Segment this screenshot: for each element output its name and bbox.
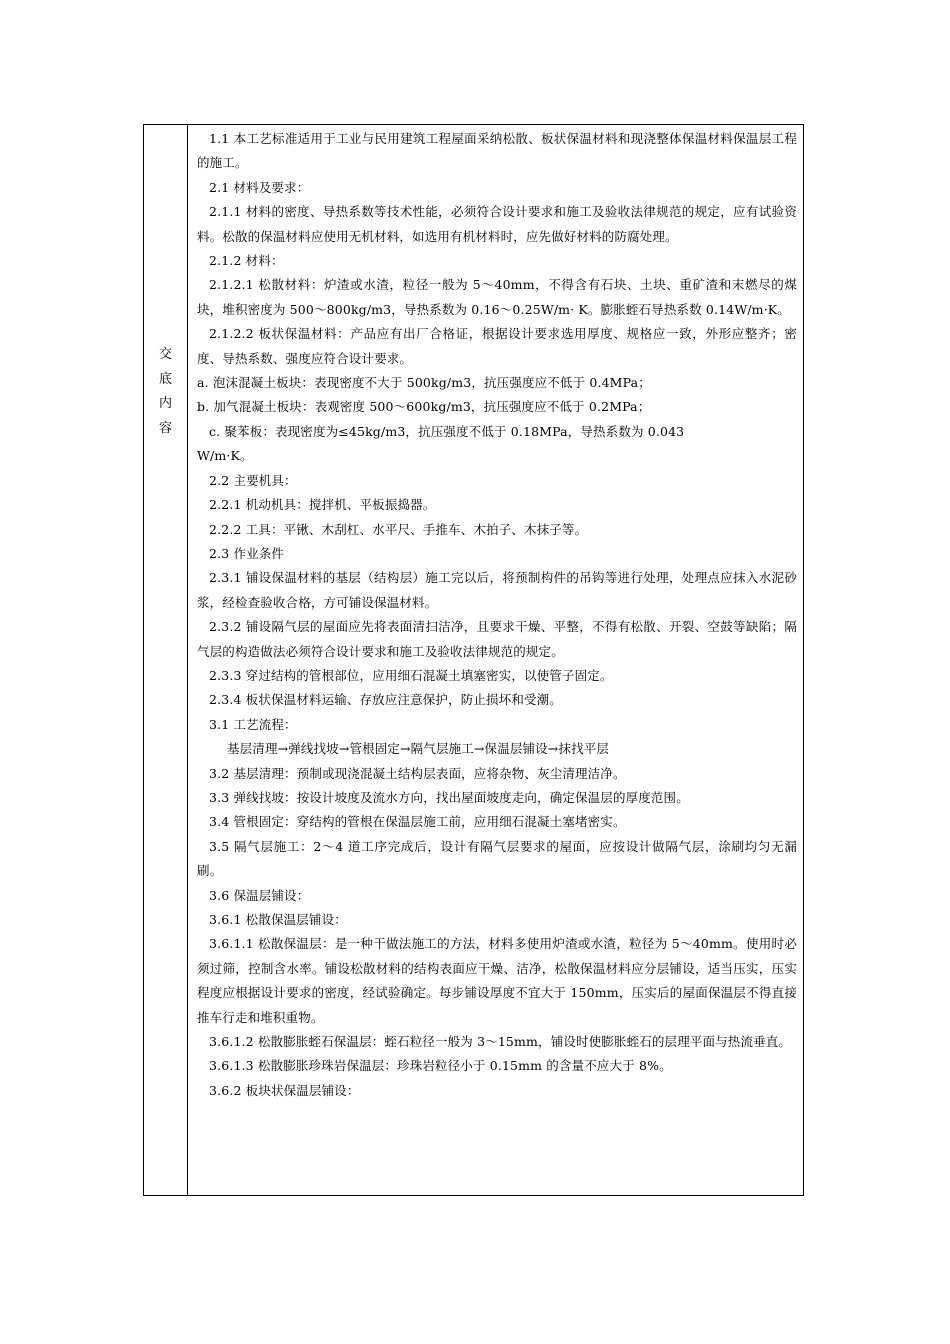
content-paragraph: 1.1 本工艺标准适用于工业与民用建筑工程屋面采纳松散、板状保温材料和现浇整体保温材料保温层工程的施工。 [197,131,797,171]
content-paragraph: 2.1.2 材料： [209,253,284,269]
content-paragraph: 2.3.1 铺设保温材料的基层（结构层）施工完以后，将预制构件的吊钩等进行处理，处理点应抹入水泥砂浆，经检查验收合格，方可铺设保温材料。 [197,570,797,610]
content-paragraph: W/m·K。 [197,448,253,464]
content-paragraph: 2.1.1 材料的密度、导热系数等技术性能，必须符合设计要求和施工及验收法律规范的规定，应有试验资料。松散的保温材料应使用无机材料，如选用有机材料时，应先做好材料的防腐处理。 [197,204,797,244]
content-paragraph: 3.6.1.2 松散膨胀蛭石保温层：蛭石粒径一般为 3～15mm，铺设时使膨胀蛭石的层理平面与热流垂直。 [209,1034,792,1050]
content-paragraph: 2.3.4 板状保温材料运输、存放应注意保护，防止损坏和受潮。 [209,692,562,708]
content-paragraph: 3.6 保温层铺设： [209,887,310,903]
content-paragraph: 3.6.2 板块状保温层铺设： [209,1082,360,1098]
content-paragraph: 3.4 管根固定：穿结构的管根在保温层施工前，应用细石混凝土塞堵密实。 [209,814,626,830]
content-paragraph: 3.6.1.3 松散膨胀珍珠岩保温层：珍珠岩粒径小于 0.15mm 的含量不应大于 8%。 [209,1058,672,1074]
column-divider [187,125,188,1195]
side-label-char: 交 [158,347,172,362]
content-paragraph: 2.3.3 穿过结构的管根部位，应用细石混凝土填塞密实，以使管子固定。 [209,667,613,683]
side-label-char: 内 [158,396,172,411]
content-paragraph: 3.2 基层清理：预制或现浇混凝土结构层表面，应将杂物、灰尘清理洁净。 [209,765,626,781]
content-paragraph: 3.6.1 松散保温层铺设： [209,912,347,927]
content-paragraph: a. 泡沫混凝土板块：表现密度不大于 500kg/m3，抗压强度应不低于 0.4MPa； [197,375,651,391]
side-label-char: 底 [158,371,172,387]
content-paragraph: 基层清理→弹线找坡→管根固定→隔气层施工→保温层铺设→抹找平层 [227,741,610,757]
content-paragraph: 2.1.2.1 松散材料：炉渣或水渣，粒径一般为 5～40mm，不得含有石块、土块、重矿渣和末燃尽的煤块，堆积密度为 500～800kg/m3，导热系数为 0.16～0.25W/m· K。膨胀蛭石导热系数 0.14W/m·K。 [197,277,797,317]
content-paragraph: b. 加气混凝土板块：表观密度 500～600kg/m3，抗压强度应不低于 0.2MPa； [197,399,651,415]
content-paragraph: 3.1 工艺流程： [209,716,297,732]
content-paragraph: 3.6.1.1 松散保温层：是一种干做法施工的方法，材料多使用炉渣或水渣，粒径为 5～40mm。使用时必须过筛，控制含水率。铺设松散材料的结构表面应干燥、洁净，松散保温材料应分层铺设，适当压实，压实程度应根据设计要求的密度，经试验确定。每步铺设厚度不宜大于 150mm，压实后的屋面保温层不得直接推车行走和堆积重物。 [197,936,797,1025]
content-paragraph: 2.2.1 机动机具：搅拌机、平板振捣器。 [209,497,436,513]
content-paragraph: 2.3.2 铺设隔气层的屋面应先将表面清扫洁净，且要求干燥、平整，不得有松散、开裂、空鼓等缺陷；隔气层的构造做法必须符合设计要求和施工及验收法律规范的规定。 [197,619,797,659]
content-paragraph: 3.5 隔气层施工：2～4 道工序完成后，设计有隔气层要求的屋面，应按设计做隔气层，涂刷均匀无漏刷。 [197,838,797,879]
handover-table [143,124,804,1196]
side-label-char: 容 [158,420,172,436]
content-paragraph: 2.2.2 工具：平锹、木刮杠、水平尺、手推车、木拍子、木抹子等。 [209,521,588,537]
content-paragraph: 2.1.2.2 板状保温材料：产品应有出厂合格证，根据设计要求选用厚度、规格应一致，外形应整齐；密度、导热系数、强度应符合设计要求。 [197,326,797,366]
content-paragraph: 3.3 弹线找坡：按设计坡度及流水方向，找出屋面坡度走向，确定保温层的厚度范围。 [209,789,689,805]
content-paragraph: c. 聚苯板：表现密度为≤45kg/m3，抗压强度不低于 0.18MPa，导热系数为 0.043 [209,423,685,439]
content-paragraph: 2.2 主要机具： [209,472,297,488]
handover-content [197,127,797,1103]
content-paragraph: 2.3 作业条件 [209,545,285,561]
content-paragraph: 2.1 材料及要求： [209,179,310,195]
side-label-column [144,343,187,441]
